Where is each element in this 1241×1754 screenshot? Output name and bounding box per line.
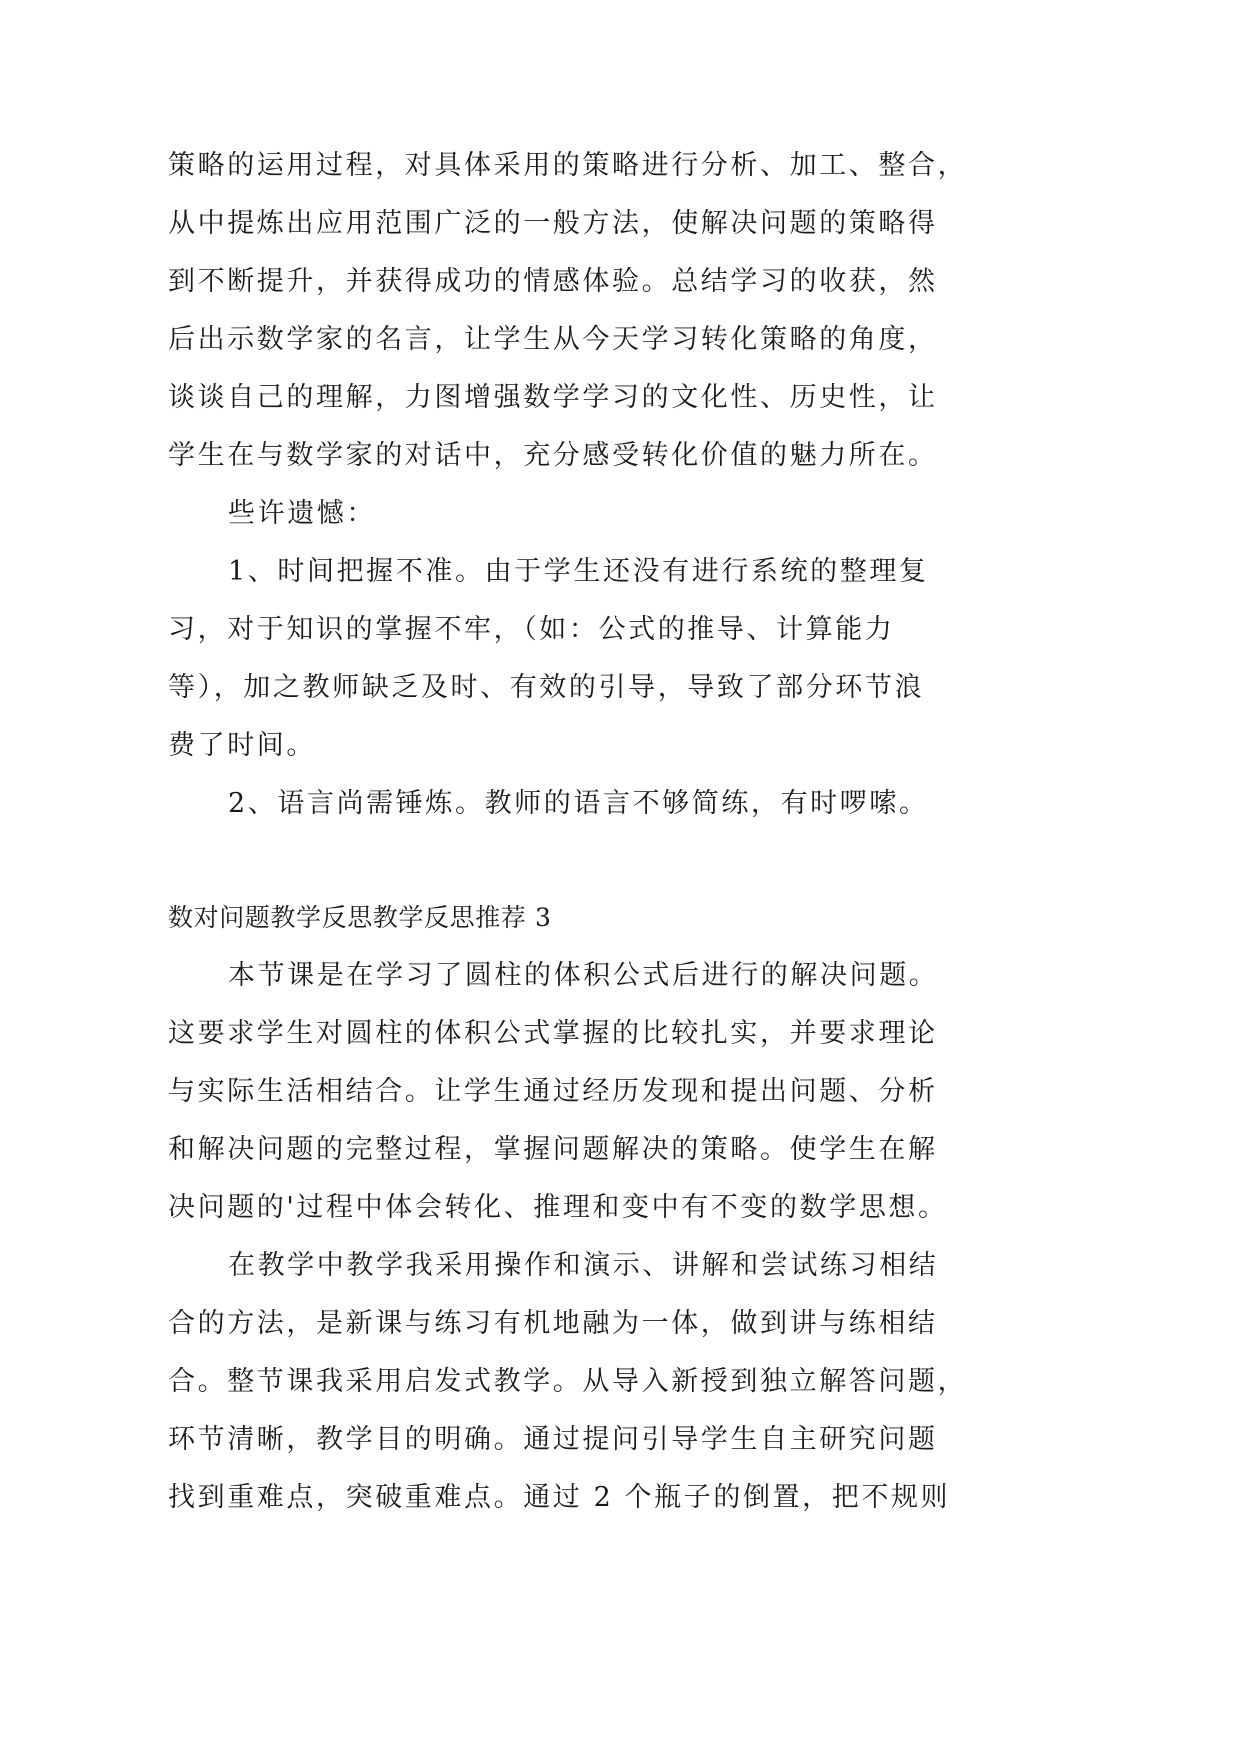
paragraph-line: 后出示数学家的名言，让学生从今天学习转化策略的角度， (168, 324, 938, 355)
paragraph-line: 与实际生活相结合。让学生通过经历发现和提出问题、分析 (168, 1076, 938, 1107)
regret-2-line: 2、语言尚需锤炼。教师的语言不够简练，有时啰嗦。 (228, 788, 929, 819)
paragraph-line: 策略的运用过程，对具体采用的策略进行分析、加工、整合， (168, 150, 968, 181)
regret-1-line: 1、时间把握不准。由于学生还没有进行系统的整理复 (228, 556, 929, 587)
paragraph-line: 从中提炼出应用范围广泛的一般方法，使解决问题的策略得 (168, 208, 938, 239)
regret-1-line: 习，对于知识的掌握不牢，（如：公式的推导、计算能力 (168, 614, 895, 645)
paragraph-line: 到不断提升，并获得成功的情感体验。总结学习的收获，然 (168, 266, 938, 297)
paragraph-line: 决问题的'过程中体会转化、推理和变中有不变的数学思想。 (168, 1192, 948, 1223)
paragraph-line: 本节课是在学习了圆柱的体积公式后进行的解决问题。 (228, 960, 939, 991)
regret-1-line: 等），加之教师缺乏及时、有效的引导，导致了部分环节浪 (168, 672, 925, 703)
section-heading: 数对问题教学反思教学反思推荐 3 (168, 903, 552, 932)
regret-1-line: 费了时间。 (168, 730, 316, 761)
paragraph-line: 和解决问题的完整过程，掌握问题解决的策略。使学生在解 (168, 1134, 938, 1165)
paragraph-line: 找到重难点，突破重难点。通过 2 个瓶子的倒置，把不规则 (168, 1482, 951, 1513)
paragraph-line: 合。整节课我采用启发式教学。从导入新授到独立解答问题， (168, 1366, 968, 1397)
paragraph-line: 在教学中教学我采用操作和演示、讲解和尝试练习相结 (228, 1250, 939, 1281)
paragraph-line: 合的方法，是新课与练习有机地融为一体，做到讲与练相结 (168, 1308, 938, 1339)
paragraph-line: 谈谈自己的理解，力图增强数学学习的文化性、历史性，让 (168, 382, 938, 413)
paragraph-line: 环节清晰，教学目的明确。通过提问引导学生自主研究问题 (168, 1424, 938, 1455)
regrets-label: 些许遗憾： (228, 498, 376, 529)
paragraph-line: 学生在与数学家的对话中，充分感受转化价值的魅力所在。 (168, 440, 938, 471)
paragraph-line: 这要求学生对圆柱的体积公式掌握的比较扎实，并要求理论 (168, 1018, 938, 1049)
